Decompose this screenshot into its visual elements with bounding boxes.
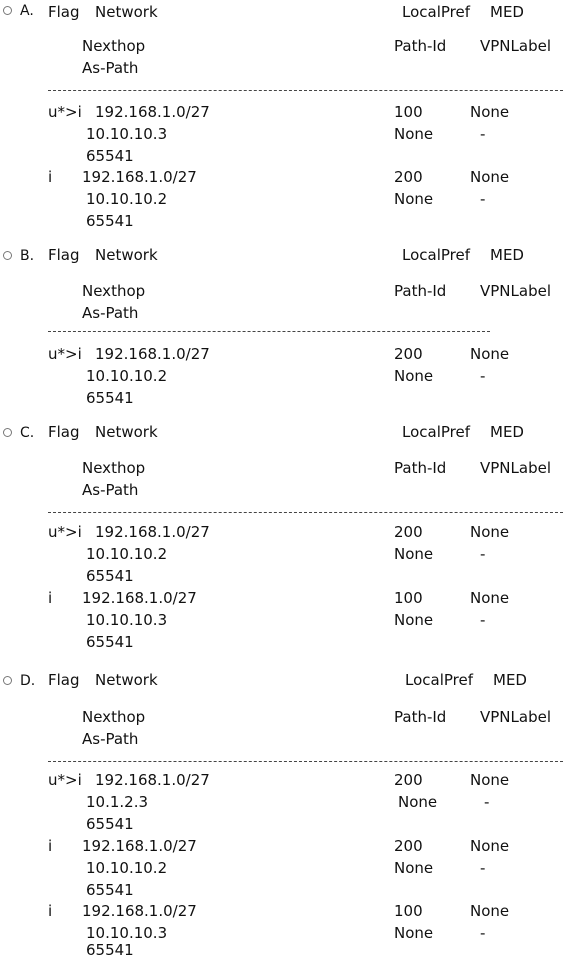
- route-pathid: None: [398, 793, 438, 811]
- route-nexthop: 10.10.10.2: [86, 367, 168, 385]
- route-network: 192.168.1.0/27: [95, 771, 210, 789]
- route-vpnlabel: -: [480, 545, 486, 563]
- separator-line: [48, 331, 490, 332]
- route-network: 192.168.1.0/27: [95, 103, 210, 121]
- route-pathid: None: [394, 545, 434, 563]
- header-nexthop: Nexthop: [82, 282, 146, 300]
- header-network: Network: [95, 3, 158, 21]
- route-aspath: 65541: [86, 815, 134, 833]
- option-a-letter: A.: [20, 3, 34, 19]
- header-flag: Flag: [48, 423, 80, 441]
- header-med: MED: [493, 671, 527, 689]
- route-aspath: 65541: [86, 881, 134, 899]
- route-flag: i: [48, 837, 53, 855]
- header-localpref: LocalPref: [402, 423, 471, 441]
- route-flag: u*>i: [48, 103, 82, 121]
- route-flag: u*>i: [48, 771, 82, 789]
- route-localpref: 200: [394, 837, 423, 855]
- option-d-letter: D.: [20, 673, 36, 689]
- route-vpnlabel: -: [480, 125, 486, 143]
- route-pathid: None: [394, 190, 434, 208]
- option-b-letter: B.: [20, 248, 35, 264]
- route-aspath: 65541: [86, 212, 134, 230]
- header-vpnlabel: VPNLabel: [480, 459, 551, 477]
- header-network: Network: [95, 671, 158, 689]
- option-c-letter: C.: [20, 425, 35, 441]
- header-pathid: Path-Id: [394, 282, 447, 300]
- route-med: None: [470, 345, 510, 363]
- route-network: 192.168.1.0/27: [82, 902, 197, 920]
- header-med: MED: [490, 246, 524, 264]
- route-med: None: [470, 523, 510, 541]
- route-vpnlabel: -: [480, 924, 486, 942]
- header-localpref: LocalPref: [402, 246, 471, 264]
- route-nexthop: 10.1.2.3: [86, 793, 149, 811]
- header-aspath: As-Path: [82, 304, 139, 322]
- route-flag: i: [48, 168, 53, 186]
- header-network: Network: [95, 423, 158, 441]
- option-a-radio[interactable]: [3, 6, 12, 15]
- route-med: None: [470, 771, 510, 789]
- header-flag: Flag: [48, 246, 80, 264]
- route-flag: u*>i: [48, 523, 82, 541]
- header-pathid: Path-Id: [394, 459, 447, 477]
- separator-line: [48, 90, 563, 91]
- header-aspath: As-Path: [82, 481, 139, 499]
- separator-line: [48, 761, 563, 762]
- route-localpref: 200: [394, 345, 423, 363]
- route-med: None: [470, 589, 510, 607]
- route-network: 192.168.1.0/27: [82, 168, 197, 186]
- route-localpref: 100: [394, 103, 423, 121]
- header-aspath: As-Path: [82, 59, 139, 77]
- option-c-radio[interactable]: [3, 428, 12, 437]
- header-pathid: Path-Id: [394, 37, 447, 55]
- option-b-radio[interactable]: [3, 251, 12, 260]
- route-localpref: 200: [394, 771, 423, 789]
- route-aspath: 65541: [86, 389, 134, 407]
- route-vpnlabel: -: [480, 611, 486, 629]
- route-localpref: 100: [394, 589, 423, 607]
- option-d-radio[interactable]: [3, 676, 12, 685]
- route-med: None: [470, 837, 510, 855]
- route-med: None: [470, 168, 510, 186]
- route-vpnlabel: -: [480, 367, 486, 385]
- header-nexthop: Nexthop: [82, 37, 146, 55]
- route-med: None: [470, 103, 510, 121]
- header-vpnlabel: VPNLabel: [480, 282, 551, 300]
- separator-line: [48, 512, 563, 513]
- header-pathid: Path-Id: [394, 708, 447, 726]
- header-med: MED: [490, 3, 524, 21]
- header-localpref: LocalPref: [405, 671, 474, 689]
- route-aspath: 65541: [86, 941, 134, 959]
- header-network: Network: [95, 246, 158, 264]
- route-aspath: 65541: [86, 567, 134, 585]
- route-network: 192.168.1.0/27: [95, 523, 210, 541]
- route-aspath: 65541: [86, 633, 134, 651]
- route-flag: u*>i: [48, 345, 82, 363]
- route-pathid: None: [394, 924, 434, 942]
- route-vpnlabel: -: [484, 793, 490, 811]
- header-flag: Flag: [48, 671, 80, 689]
- route-nexthop: 10.10.10.2: [86, 190, 168, 208]
- header-flag: Flag: [48, 3, 80, 21]
- route-nexthop: 10.10.10.2: [86, 545, 168, 563]
- route-localpref: 100: [394, 902, 423, 920]
- route-nexthop: 10.10.10.3: [86, 924, 168, 942]
- route-vpnlabel: -: [480, 190, 486, 208]
- route-nexthop: 10.10.10.3: [86, 611, 168, 629]
- header-nexthop: Nexthop: [82, 708, 146, 726]
- header-vpnlabel: VPNLabel: [480, 37, 551, 55]
- route-pathid: None: [394, 125, 434, 143]
- route-network: 192.168.1.0/27: [95, 345, 210, 363]
- route-pathid: None: [394, 611, 434, 629]
- route-network: 192.168.1.0/27: [82, 589, 197, 607]
- route-nexthop: 10.10.10.2: [86, 859, 168, 877]
- route-localpref: 200: [394, 523, 423, 541]
- route-nexthop: 10.10.10.3: [86, 125, 168, 143]
- header-med: MED: [490, 423, 524, 441]
- route-aspath: 65541: [86, 147, 134, 165]
- route-localpref: 200: [394, 168, 423, 186]
- route-flag: i: [48, 902, 53, 920]
- header-nexthop: Nexthop: [82, 459, 146, 477]
- header-vpnlabel: VPNLabel: [480, 708, 551, 726]
- route-med: None: [470, 902, 510, 920]
- route-flag: i: [48, 589, 53, 607]
- route-vpnlabel: -: [480, 859, 486, 877]
- route-network: 192.168.1.0/27: [82, 837, 197, 855]
- header-localpref: LocalPref: [402, 3, 471, 21]
- route-pathid: None: [394, 367, 434, 385]
- header-aspath: As-Path: [82, 730, 139, 748]
- route-pathid: None: [394, 859, 434, 877]
